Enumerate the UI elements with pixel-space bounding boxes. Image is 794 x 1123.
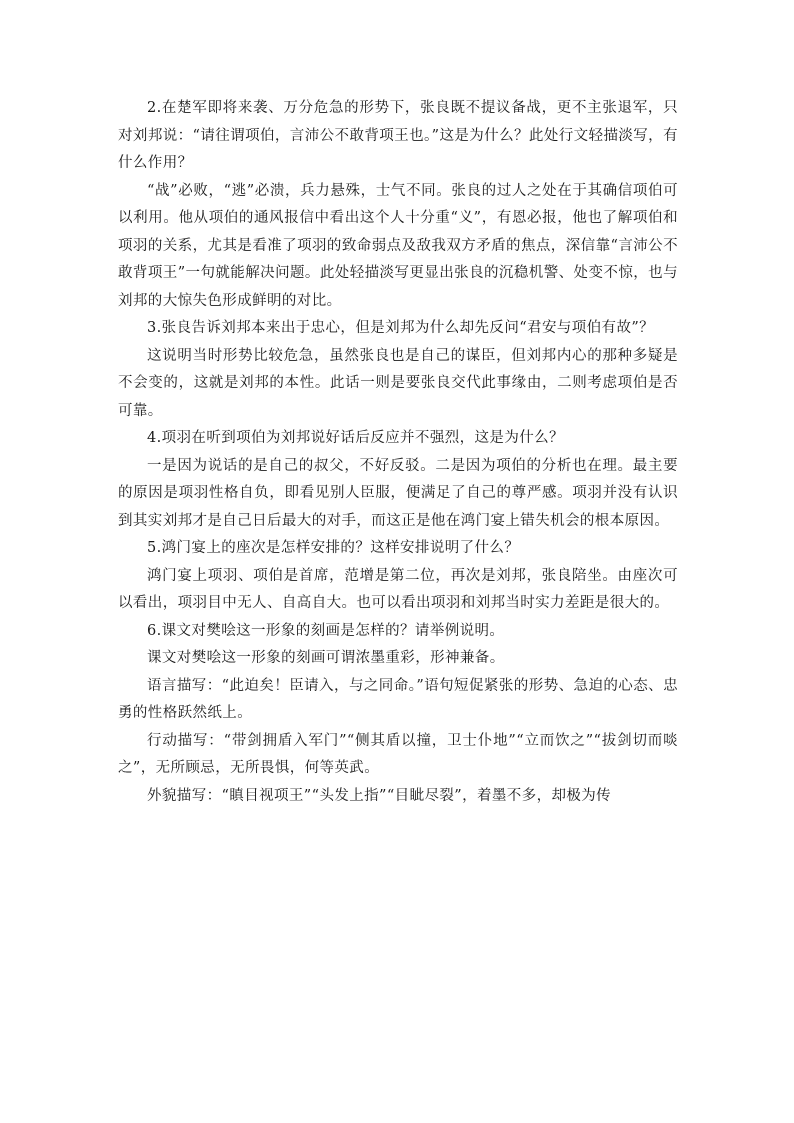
question-2: 2.在楚军即将来袭、万分危急的形势下，张良既不提议备战，更不主张退军，只对刘邦说：“请往谓项伯，言沛公不敢背项王也。”这是为什么？此处行文轻描淡写，有什么作用？	[118, 100, 678, 171]
answer-5: 鸿门宴上项羽、项伯是首席，范增是第二位，再次是刘邦，张良陪坐。由座次可以看出，项羽目中无人、自高自大。也可以看出项羽和刘邦当时实力差距是很大的。	[118, 567, 678, 611]
answer-6-action: 行动描写：“带剑拥盾入军门”“侧其盾以撞，卫士仆地”“立而饮之”“拔剑切而啖之”，无所顾忌，无所畏惧，何等英武。	[118, 732, 678, 776]
answer-4: 一是因为说话的是自己的叔父，不好反驳。二是因为项伯的分析也在理。最主要的原因是项羽性格自负，即看见别人臣服，便满足了自己的尊严感。项羽并没有认识到其实刘邦才是自己日后最大的对手，而这正是他在鸿门宴上错失机会的根本原因。	[118, 457, 678, 529]
question-6: 6.课文对樊哙这一形象的刻画是怎样的？请举例说明。	[147, 622, 505, 639]
document-page	[118, 95, 678, 810]
answer-6-intro: 课文对樊哙这一形象的刻画可谓浓墨重彩，形神兼备。	[147, 650, 505, 666]
answer-6-language: 语言描写：“此迫矣！臣请入，与之同命。”语句短促紧张的形势、急迫的心态、忠勇的性格跃然纸上。	[118, 677, 678, 721]
question-4: 4.项羽在听到项伯为刘邦说好话后反应并不强烈，这是为什么？	[147, 430, 564, 446]
answer-6-appearance: 外貌描写：“瞋目视项王”“头发上指”“目眦尽裂”，着墨不多，却极为传	[147, 787, 612, 804]
question-3: 3.张良告诉刘邦本来出于忠心，但是刘邦为什么却先反问“君安与项伯有故”？	[147, 320, 655, 336]
answer-2: “战”必败，“逃”必溃，兵力悬殊，士气不同。张良的过人之处在于其确信项伯可以利用。他从项伯的通风报信中看出这个人十分重“义”，有恩必报，他也了解项伯和项羽的关系，尤其是看准了项羽的致命弱点及敌我双方矛盾的焦点，深信靠“言沛公不敢背项王”一句就能解决问题。此处轻描淡写更显出张良的沉稳机警、处变不惊，也与刘邦的大惊失色形成鲜明的对比。	[118, 182, 678, 309]
answer-3: 这说明当时形势比较危急，虽然张良也是自己的谋臣，但刘邦内心的那种多疑是不会变的，这就是刘邦的本性。此话一则是要张良交代此事缘由，二则考虑项伯是否可靠。	[118, 347, 678, 419]
question-5: 5.鸿门宴上的座次是怎样安排的？这样安排说明了什么？	[147, 540, 520, 556]
